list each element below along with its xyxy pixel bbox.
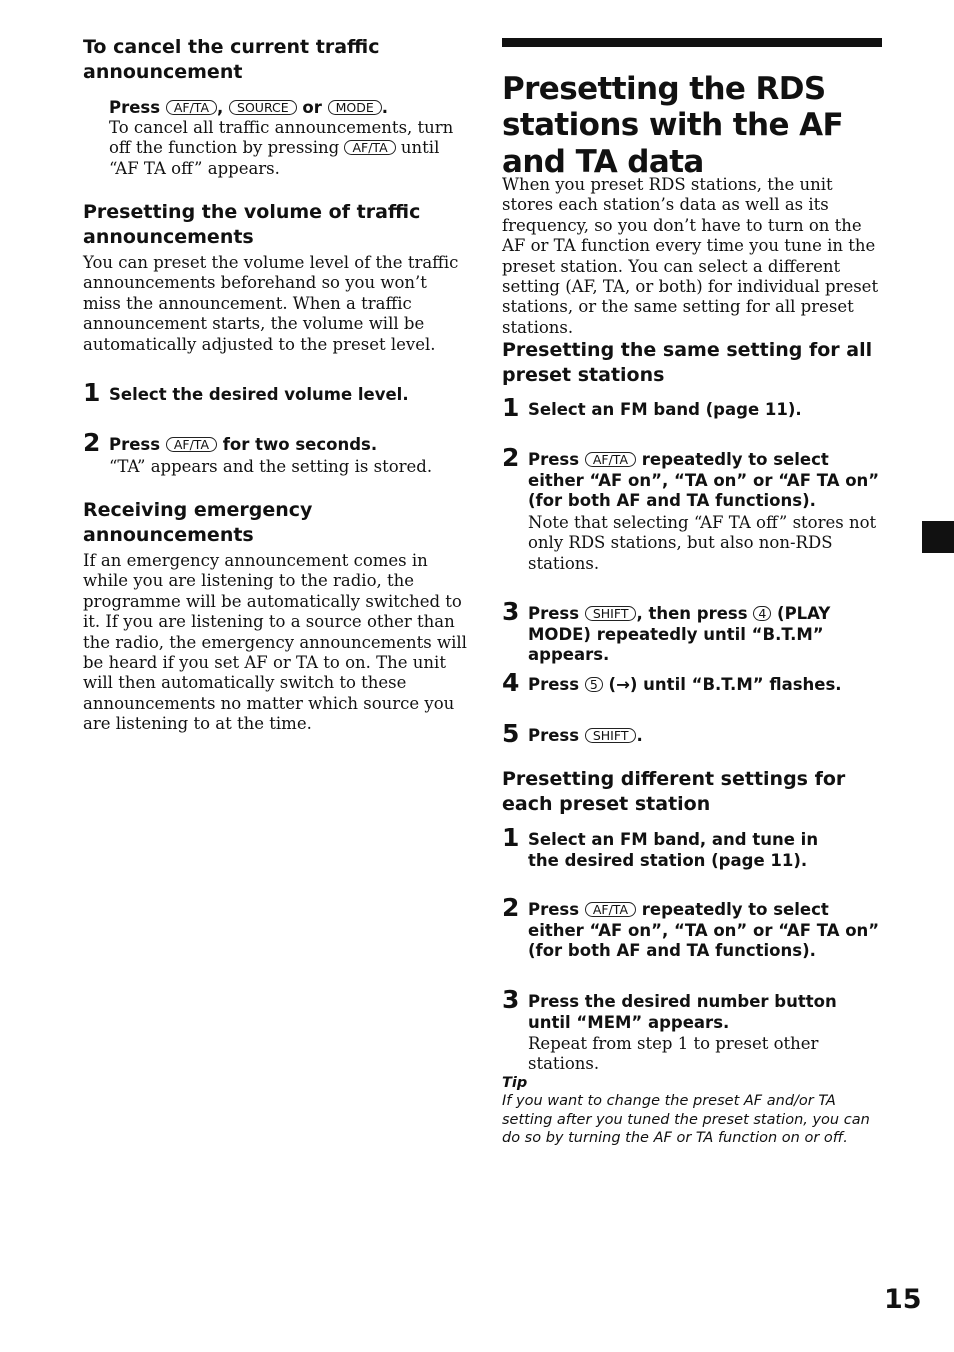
number-5-button: 5 xyxy=(585,677,603,692)
volume-heading: Presetting the volume of traffic announcements xyxy=(83,201,421,248)
shift-button: SHIFT xyxy=(585,728,637,743)
afta-button: AF/TA xyxy=(344,140,395,155)
intro-paragraph: When you preset RDS stations, the unit stores each station’s data as well as its frequency, so you don’t have to turn on the AF or TA function every time you tune in the preset station. You can select a different setting (AF, TA, or both) for individual preset stations, or the same setting for all preset stations. xyxy=(502,175,879,337)
afta-button: AF/TA xyxy=(166,100,217,115)
cancel-heading: To cancel the current traffic announcement xyxy=(83,36,380,83)
volume-step-2-note: “TA” appears and the setting is stored. xyxy=(109,457,433,476)
volume-body: You can preset the volume level of the traffic announcements beforehand so you won’t miss the announcement. When a traffic announcement starts, the volume will be automatically adjusted to the preset level. xyxy=(83,253,459,354)
cancel-note: To cancel all traffic announcements, turn off the function by pressing AF/TA until “AF TA off” appears. xyxy=(109,118,454,178)
cancel-instruction: Press AF/TA , SOURCE or MODE . xyxy=(109,98,389,117)
shift-button: SHIFT xyxy=(585,606,637,621)
section-tab-marker xyxy=(922,521,954,553)
emergency-heading: Receiving emergency announcements xyxy=(83,499,313,546)
page-number: 15 xyxy=(884,1284,922,1315)
afta-button: AF/TA xyxy=(166,437,217,452)
different-step-3-note: Repeat from step 1 to preset other stations. xyxy=(528,1034,819,1074)
afta-button: AF/TA xyxy=(585,902,636,917)
tip-text: If you want to change the preset AF and/or TA setting after you tuned the preset station, you can do so by turning the AF or TA function on or off. xyxy=(502,1093,870,1146)
tip-heading: Tip xyxy=(502,1075,528,1091)
same-setting-heading: Presetting the same setting for all preset stations xyxy=(502,339,873,386)
same-step-2-note: Note that selecting “AF TA off” stores not only RDS stations, but also non-RDS stations. xyxy=(528,513,877,573)
emergency-body: If an emergency announcement comes in while you are listening to the radio, the programme will be automatically switched to it. If you are listening to a source other than the radio, the emergency announcements will be heard if you set AF or TA to on. The unit will then automatically switch to these announcements no matter which source you are listening to at the time. xyxy=(83,551,467,734)
mode-button: MODE xyxy=(328,100,382,115)
source-button: SOURCE xyxy=(229,100,297,115)
different-settings-heading: Presetting different settings for each preset station xyxy=(502,768,846,815)
afta-button: AF/TA xyxy=(585,452,636,467)
number-4-button: 4 xyxy=(753,606,771,621)
title-rule xyxy=(502,38,882,47)
page-title: Presetting the RDS stations with the AF and TA data xyxy=(502,70,844,180)
